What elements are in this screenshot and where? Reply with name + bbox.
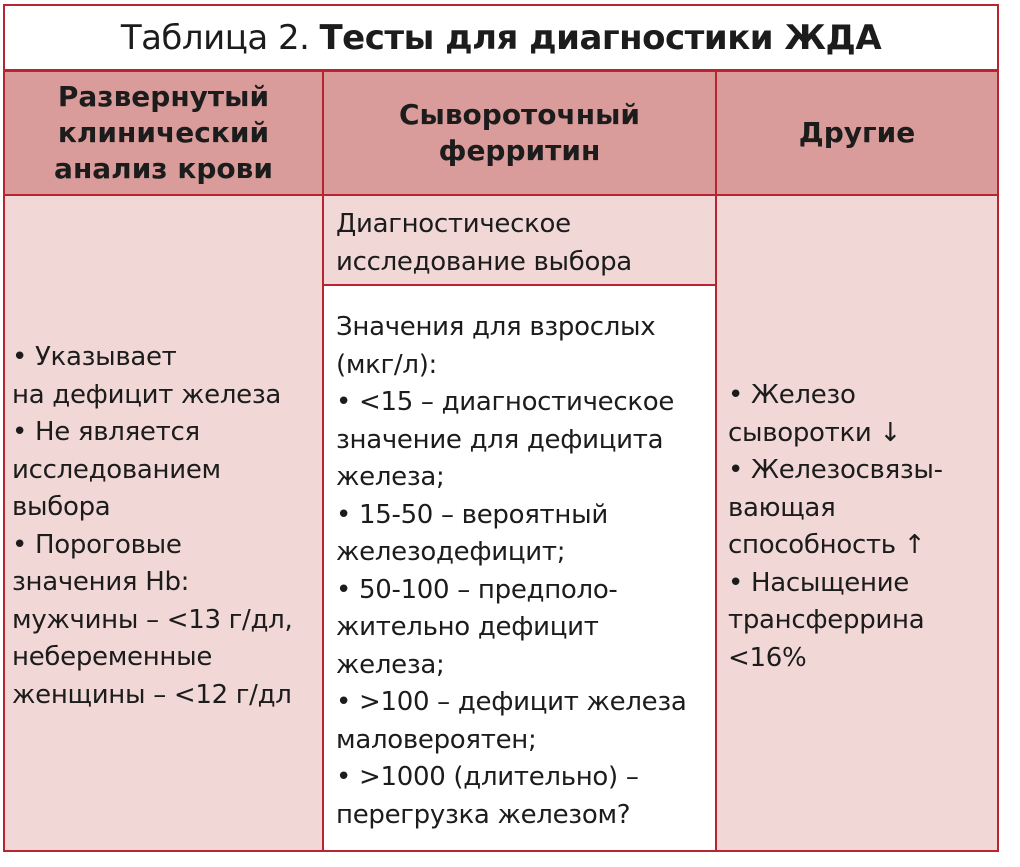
title-prefix: Таблица 2. xyxy=(120,17,310,58)
header-line: Сывороточный xyxy=(398,98,641,131)
text-line: маловероятен; xyxy=(336,724,537,755)
text-line: исследованием xyxy=(12,454,221,485)
text-line: • Насыщение xyxy=(728,567,909,598)
header-other xyxy=(715,70,999,196)
header-ferritin xyxy=(322,70,717,196)
text-line: • 15-50 – вероятный xyxy=(336,499,608,530)
blood-count-text xyxy=(12,339,292,714)
header-line: Развернутый xyxy=(57,80,270,113)
ferritin-choice-text xyxy=(336,206,632,281)
text-line: • Указывает xyxy=(12,342,177,372)
text-line: • Железосвязы- xyxy=(728,455,943,485)
text-line: Значения для взрослых xyxy=(336,312,656,342)
other-tests-text xyxy=(728,377,943,677)
text-line: железа; xyxy=(336,462,445,492)
header-blood-count xyxy=(3,70,324,196)
text-line: • 50-100 – предполо- xyxy=(336,574,618,605)
text-line: сыворотки ↓ xyxy=(728,417,901,448)
header-line: анализ крови xyxy=(54,152,273,185)
text-line: • Не является xyxy=(12,417,200,447)
text-line: трансферрина xyxy=(728,605,925,635)
text-line: <16% xyxy=(728,642,807,673)
text-line: железодефицит; xyxy=(336,537,566,567)
text-line: перегрузка железом? xyxy=(336,799,631,830)
text-line: мужчины – <13 г/дл, xyxy=(12,604,293,635)
header-line: ферритин xyxy=(438,134,601,167)
text-line: вающая xyxy=(728,492,836,523)
title-main: Тесты для диагностики ЖДА xyxy=(319,17,882,58)
text-line: небеременные xyxy=(12,642,213,672)
text-line: на дефицит железа xyxy=(12,379,281,410)
text-line: значение для дефицита xyxy=(336,424,664,455)
text-line: • >1000 (длительно) – xyxy=(336,762,639,792)
ferritin-values-text xyxy=(336,309,687,834)
text-line: • <15 – диагностическое xyxy=(336,387,675,417)
text-line: исследование выбора xyxy=(336,246,632,277)
text-line: • Пороговые xyxy=(12,529,182,560)
text-line: жительно дефицит xyxy=(336,612,599,642)
text-line: значения Hb: xyxy=(12,567,190,597)
text-line: (мкг/л): xyxy=(336,349,438,380)
table-title xyxy=(3,4,999,71)
header-line: клинический xyxy=(57,116,270,149)
text-line: Диагностическое xyxy=(336,209,571,239)
text-line: • >100 – дефицит железа xyxy=(336,687,687,717)
text-line: способность ↑ xyxy=(728,530,926,560)
text-line: • Железо xyxy=(728,380,856,410)
text-line: женщины – <12 г/дл xyxy=(12,679,292,710)
header-line: Другие xyxy=(798,116,916,149)
text-line: выбора xyxy=(12,492,111,522)
text-line: железа; xyxy=(336,649,445,680)
